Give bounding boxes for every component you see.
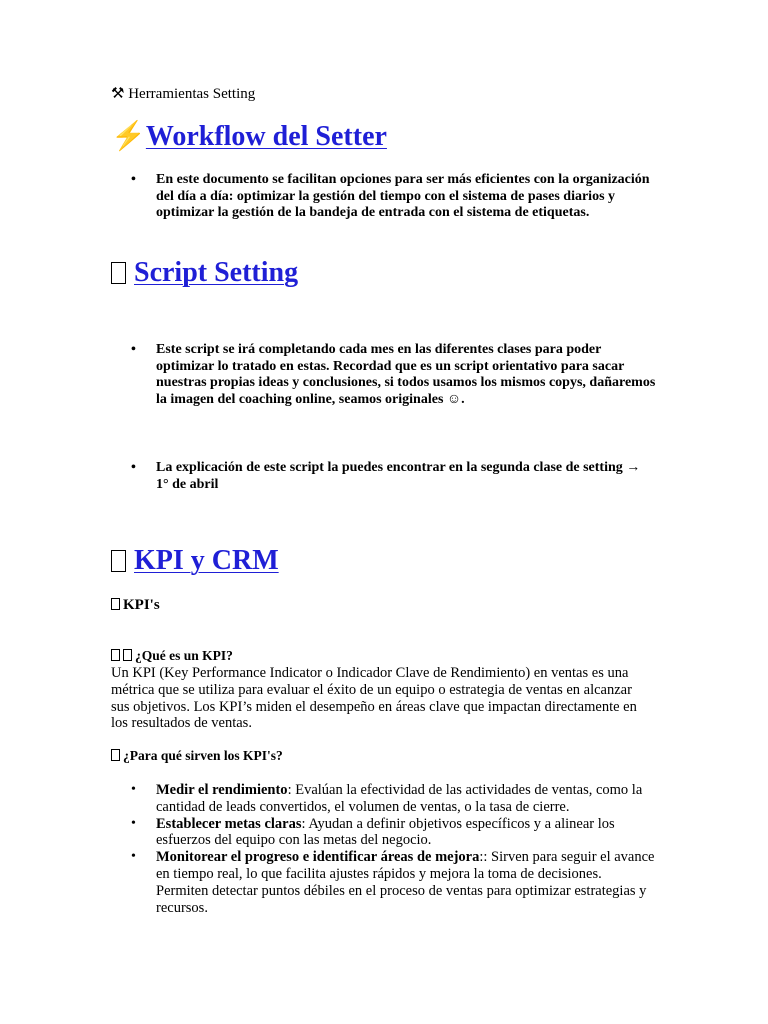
tools-line: ⚒ Herramientas Setting (111, 86, 256, 102)
section-heading-script (111, 256, 298, 290)
missing-glyph-icon (111, 550, 126, 572)
list-item: • Monitorear el progreso e identificar áreas de mejora:: Sirven para seguir el avance en tiempo real, lo que facilita ajustes rápidos y mejora la toma de decisiones. Permiten detectar puntos débiles en el proceso de ventas para optimizar estrategias y recursos. (111, 849, 656, 916)
missing-glyph-icon (111, 262, 126, 284)
script-bullet-2: • La explicación de este script la puedes encontrar en la segunda clase de setting → 1° de abril (111, 460, 656, 493)
section-heading-kpi (111, 544, 279, 578)
workflow-bullet: • En este documento se facilitan opciones para ser más eficientes con la organización del día a día: optimizar la gestión del tiempo con el sistema de pases diarios y optimizar la gestión de la bandeja de entrada con el sistema de etiquetas. (111, 172, 656, 222)
missing-glyph-icon (111, 649, 120, 661)
what-is-kpi-heading: ¿Qué es un KPI? (111, 648, 233, 664)
script-setting-link[interactable]: Script Setting (134, 257, 299, 288)
list-item: • Medir el rendimiento: Evalúan la efectividad de las actividades de ventas, como la cantidad de leads convertidos, el volumen de ventas, o la tasa de cierre. (111, 782, 656, 816)
kpi-crm-link[interactable]: KPI y CRM (134, 545, 279, 576)
kpi-purpose-heading: ¿Para qué sirven los KPI's? (111, 748, 283, 764)
missing-glyph-icon (111, 598, 120, 610)
list-item: • Establecer metas claras: Ayudan a definir objetivos específicos y a alinear los esfuerzos del equipo con las metas del negocio. (111, 816, 656, 850)
kpis-subtitle: KPI's (111, 596, 160, 614)
section-heading-workflow (111, 120, 387, 154)
kpi-purpose-list (111, 782, 656, 916)
workflow-link[interactable]: Workflow del Setter (145, 121, 387, 152)
script-bullet-1: • Este script se irá completando cada mes en las diferentes clases para poder optimizar lo tratado en estas. Recordad que es un script orientativo para sacar nuestras propias ideas y conclusiones, si todos usamos los mismos copys, dañaremos la imagen del coaching online, seamos originales ☺. (111, 342, 656, 408)
what-is-kpi-paragraph: Un KPI (Key Performance Indicator o Indicador Clave de Rendimiento) en ventas es una métrica que se utiliza para evaluar el éxito de un equipo o estrategia de ventas en alcanzar sus objetivos. Los KPI’s miden el desempeño en áreas clave que impactan directamente en los resultados de ventas. (111, 665, 637, 732)
script-list-2 (111, 460, 656, 493)
workflow-list (111, 172, 656, 222)
lightning-icon: ⚡ (111, 121, 146, 152)
missing-glyph-icon (123, 649, 132, 661)
missing-glyph-icon (111, 749, 120, 761)
script-list-1 (111, 342, 656, 408)
